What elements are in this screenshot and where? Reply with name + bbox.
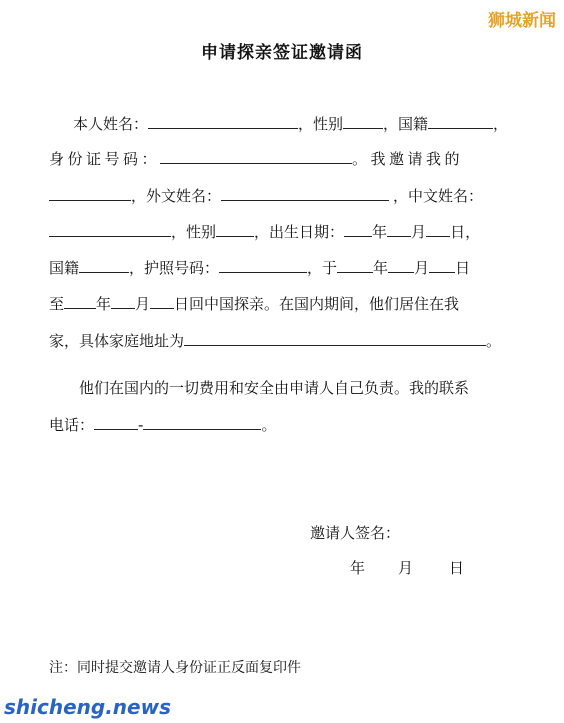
blank-address (184, 330, 486, 346)
label-applicant-gender: ，性别 (298, 115, 344, 133)
line-address (49, 330, 502, 351)
document-title: 申请探亲签证邀请函 (201, 43, 363, 63)
blank-gender (216, 221, 254, 237)
blank-until-month (111, 293, 135, 309)
blank-relation (49, 185, 131, 201)
blank-passport (219, 257, 307, 273)
blank-foreign-name (221, 185, 389, 201)
label-foreign-name: ，外文姓名： (131, 187, 222, 205)
blank-until-day (150, 293, 174, 309)
blank-phone-number (143, 414, 261, 430)
label-birth-date: ，出生日期： (254, 223, 345, 241)
line-gender-birth (49, 221, 497, 242)
label-chinese-name: ，中文姓名： (393, 187, 484, 205)
watermark-logo-bottom: shicheng.news (4, 695, 171, 719)
blank-from-month (388, 257, 414, 273)
blank-from-year (337, 257, 373, 273)
label-month: 月 (414, 259, 430, 277)
label-month: 月 (411, 223, 427, 241)
signature-day: 日 (449, 559, 465, 577)
blank-until-year (64, 293, 96, 309)
label-until: 至 (49, 295, 65, 313)
blank-birth-month (387, 221, 411, 237)
note-text: 注：同时提交邀请人身份证正反面复印件 (49, 660, 301, 676)
punct: ， (493, 115, 509, 133)
label-year: 年 (372, 223, 388, 241)
line-nationality-passport (49, 257, 497, 278)
blank-applicant-gender (343, 113, 383, 129)
label-day: 日 (455, 259, 471, 277)
line-foreign-name (49, 185, 497, 206)
label-month: 月 (135, 295, 151, 313)
signature-label: 邀请人签名： (310, 524, 401, 542)
line-phone (49, 414, 497, 435)
blank-birth-year (344, 221, 372, 237)
label-applicant-name: 本人姓名： (73, 115, 149, 133)
label-year: 年 (96, 295, 112, 313)
label-applicant-nationality: ，国籍 (383, 115, 429, 133)
blank-birth-day (426, 221, 450, 237)
label-day: 日， (450, 223, 481, 241)
watermark-logo-top: 狮城新闻 (488, 11, 556, 31)
line-until (49, 293, 497, 314)
line-id-number (49, 148, 497, 169)
signature-month: 月 (398, 559, 414, 577)
blank-applicant-nationality (428, 113, 493, 129)
label-passport: ，护照号码： (129, 259, 220, 277)
text-expenses: 他们在国内的一切费用和安全由申请人自己负责。我的联系 (79, 379, 470, 397)
label-invite: 。我邀请我的 (352, 150, 464, 168)
label-phone: 电话： (49, 416, 95, 434)
signature-year: 年 (350, 559, 366, 577)
phone-dash: - (138, 416, 144, 434)
punct: 。 (486, 332, 502, 350)
label-year: 年 (373, 259, 389, 277)
label-id-number: 身份证号码： (49, 150, 161, 168)
line-applicant-name (49, 113, 509, 134)
label-from: ，于 (307, 259, 338, 277)
label-address: 家，具体家庭地址为 (49, 332, 185, 350)
label-gender: ，性别 (171, 223, 217, 241)
blank-phone-area (94, 414, 138, 430)
blank-from-day (429, 257, 455, 273)
blank-id-number (160, 148, 352, 164)
label-return-visit: 日回中国探亲。在国内期间，他们居住在我 (174, 295, 460, 313)
blank-applicant-name (148, 113, 298, 129)
line-expenses (49, 378, 497, 398)
blank-nationality (79, 257, 129, 273)
punct: 。 (261, 416, 277, 434)
blank-chinese-name (49, 221, 171, 237)
label-nationality: 国籍 (49, 259, 80, 277)
